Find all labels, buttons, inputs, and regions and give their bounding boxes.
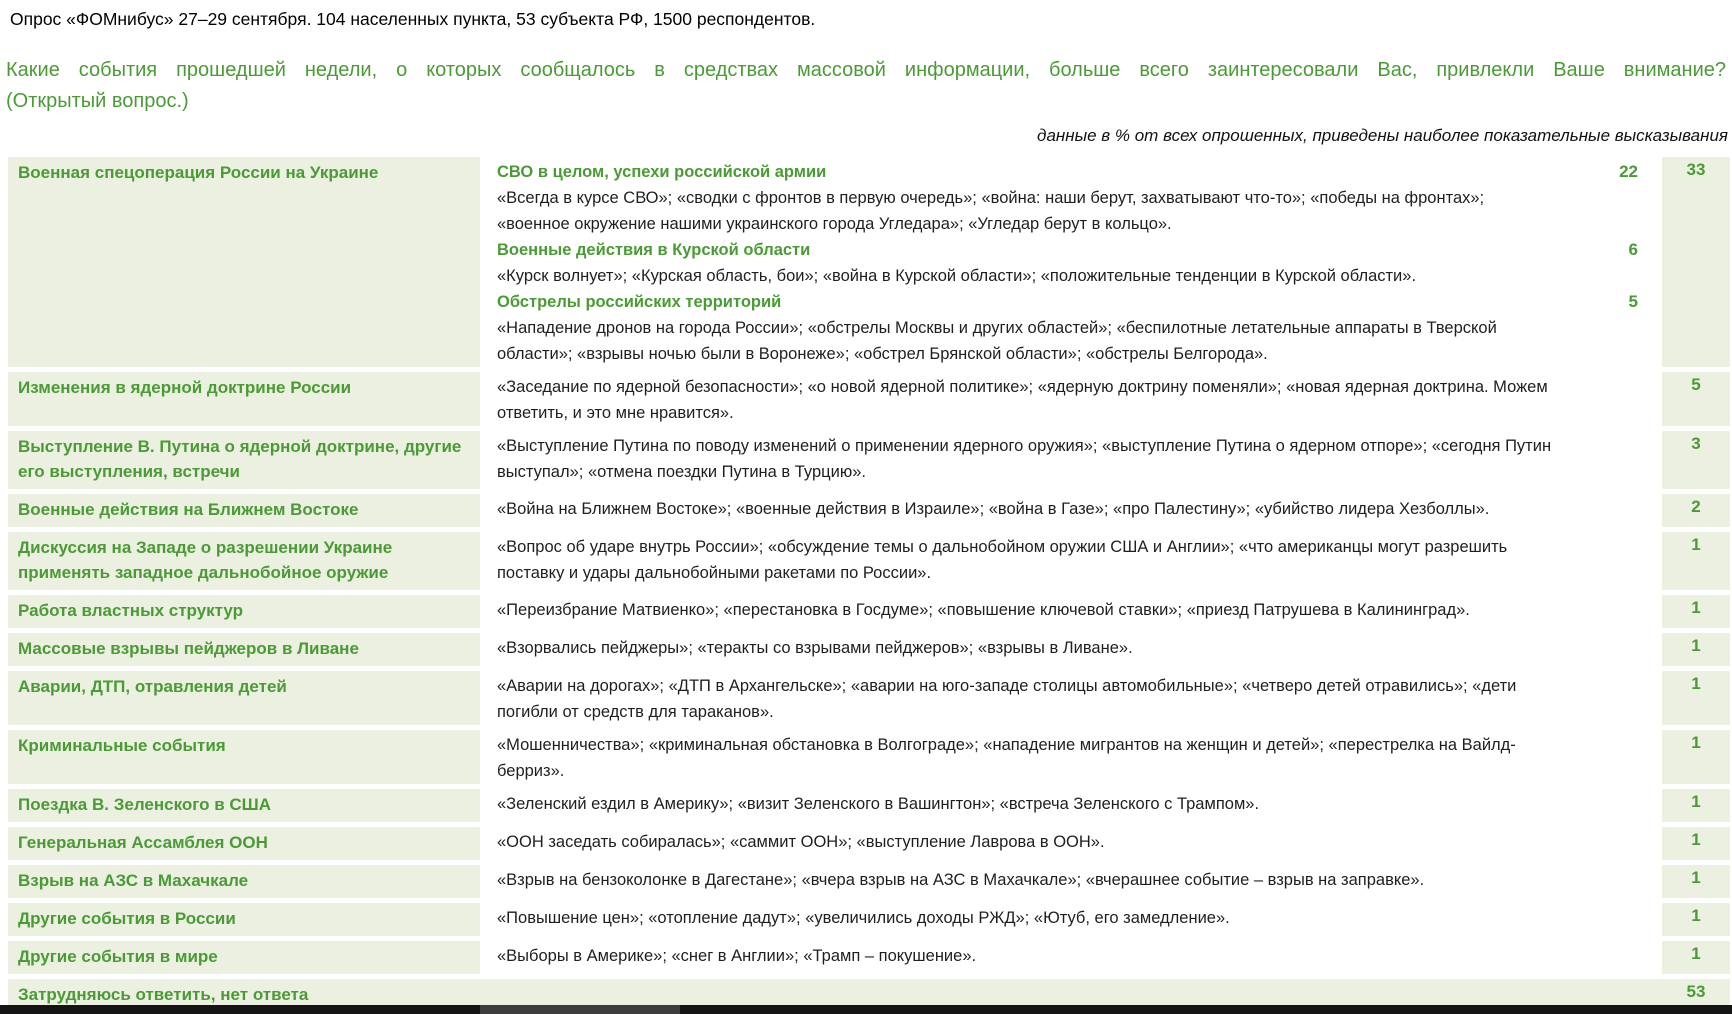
category-cell: Выступление В. Путина о ядерной доктрине, другие его выступления, встречи (8, 431, 480, 489)
window-edge-bar (0, 1005, 1732, 1014)
quotes-text: «Мошенничества»; «криминальная обстановка в Волгограде»; «нападение мигрантов на женщин и детей»; «перестрелка на Вайлд-берриз». (497, 736, 1516, 780)
total-cell: 1 (1662, 730, 1730, 784)
table-row (8, 372, 1730, 426)
column-gap (1648, 789, 1662, 822)
category-cell: Дискуссия на Западе о разрешении Украине применять западное дальнобойное оружие (8, 532, 480, 590)
table-row (8, 633, 1730, 666)
total-cell: 1 (1662, 941, 1730, 974)
column-gap (1648, 157, 1662, 367)
total-cell: 53 (1686, 982, 1706, 1001)
table-row (8, 671, 1730, 725)
data-note: данные в % от всех опрошенных, приведены наиболее показательные высказывания (1037, 126, 1728, 145)
total-cell: 1 (1662, 595, 1730, 628)
quotes-cell (497, 633, 1648, 666)
subtopics-cell (497, 157, 1648, 367)
total-cell: 33 (1662, 157, 1730, 367)
column-gap (480, 827, 497, 860)
subtopic-title: Военные действия в Курской области (497, 241, 811, 259)
category-cell: Поездка В. Зеленского в США (8, 789, 480, 822)
column-gap (1648, 372, 1662, 426)
subtopic-value: 22 (1619, 162, 1638, 181)
column-gap (480, 595, 497, 628)
quotes-cell (497, 941, 1648, 974)
subtopic-header (497, 237, 1648, 263)
quotes-text: «Повышение цен»; «отопление дадут»; «увеличились доходы РЖД»; «Ютуб, его замедление». (497, 909, 1230, 927)
table-row (8, 827, 1730, 860)
column-gap (480, 789, 497, 822)
quotes-text: «Зеленский ездил в Америку»; «визит Зеленского в Вашингтон»; «встреча Зеленского с Трампом». (497, 795, 1260, 813)
column-gap (1648, 941, 1662, 974)
column-gap (480, 494, 497, 527)
category-cell: Генеральная Ассамблея ООН (8, 827, 480, 860)
window-edge-segment (480, 1005, 680, 1014)
category-cell: Работа властных структур (8, 595, 480, 628)
quotes-text: «ООН заседать собиралась»; «саммит ООН»; «выступление Лаврова в ООН». (497, 833, 1105, 851)
column-gap (480, 372, 497, 426)
table-row (8, 903, 1730, 936)
subtopic-header (497, 159, 1648, 185)
column-gap (1648, 671, 1662, 725)
column-gap (1648, 827, 1662, 860)
table-row-group (8, 157, 1730, 367)
quotes-cell (497, 494, 1648, 527)
quotes-text: «Взорвались пейджеры»; «теракты со взрывами пейджеров»; «взрывы в Ливане». (497, 639, 1133, 657)
table-row (8, 532, 1730, 590)
table-row (8, 789, 1730, 822)
quotes-text: «Война на Ближнем Востоке»; «военные действия в Израиле»; «война в Газе»; «про Палестину»; «убийство лидера Хезболлы». (497, 500, 1490, 518)
category-cell: Другие события в мире (8, 941, 480, 974)
category-cell: Затрудняюсь ответить, нет ответа (18, 985, 309, 1004)
subtopic-quotes: «Всегда в курсе СВО»; «сводки с фронтов в первую очередь»; «война: наши берут, захватывают что-то»; «победы на фронтах»; «военное окружение нашими украинского города Угледара»; «Угледар берут в кольцо». (497, 189, 1485, 233)
category-cell: Криминальные события (8, 730, 480, 784)
column-gap (480, 941, 497, 974)
total-cell: 5 (1662, 372, 1730, 426)
subtopic-value: 6 (1628, 240, 1638, 259)
category-cell: Изменения в ядерной доктрине России (8, 372, 480, 426)
quotes-cell (497, 595, 1648, 628)
total-cell: 2 (1662, 494, 1730, 527)
column-gap (480, 865, 497, 898)
column-gap (480, 157, 497, 367)
quotes-cell (497, 865, 1648, 898)
total-cell: 1 (1662, 532, 1730, 590)
column-gap (480, 730, 497, 784)
quotes-text: «Выступление Путина по поводу изменений о применении ядерного оружия»; «выступление Путина о ядерном отпоре»; «сегодня Путин выступал»; «отмена поездки Путина в Турцию». (497, 437, 1552, 481)
column-gap (480, 532, 497, 590)
quotes-cell (497, 903, 1648, 936)
table-row (8, 941, 1730, 974)
quotes-text: «Аварии на дорогах»; «ДТП в Архангельске»; «аварии на юго-западе столицы автомобильные»; «четверо детей отравились»; «дети погибли от средств для тараканов». (497, 677, 1517, 721)
total-cell: 1 (1662, 789, 1730, 822)
quotes-cell (497, 532, 1648, 590)
subtopic-title: Обстрелы российских территорий (497, 293, 782, 311)
column-gap (1648, 431, 1662, 489)
survey-question-suffix: (Открытый вопрос.) (6, 90, 189, 112)
total-cell: 1 (1662, 865, 1730, 898)
subtopic-value: 5 (1628, 292, 1638, 311)
subtopic-header (497, 289, 1648, 315)
total-cell: 1 (1662, 903, 1730, 936)
column-gap (1648, 730, 1662, 784)
column-gap (1648, 903, 1662, 936)
category-cell: Массовые взрывы пейджеров в Ливане (8, 633, 480, 666)
category-cell: Взрыв на АЗС в Махачкале (8, 865, 480, 898)
category-cell: Военные действия на Ближнем Востоке (8, 494, 480, 527)
table-row (8, 730, 1730, 784)
quotes-text: «Выборы в Америке»; «снег в Англии»; «Трамп – покушение». (497, 947, 977, 965)
subtopic-quotes: «Курск волнует»; «Курская область, бои»; «война в Курской области»; «положительные тенденции в Курской области». (497, 267, 1417, 285)
column-gap (480, 903, 497, 936)
total-cell: 1 (1662, 633, 1730, 666)
category-cell: Военная спецоперация России на Украине (8, 157, 480, 367)
total-cell: 1 (1662, 827, 1730, 860)
quotes-cell (497, 730, 1648, 784)
category-cell: Аварии, ДТП, отравления детей (8, 671, 480, 725)
column-gap (480, 431, 497, 489)
survey-question (6, 55, 1726, 117)
total-cell: 1 (1662, 671, 1730, 725)
column-gap (1648, 865, 1662, 898)
subtopic-quotes: «Нападение дронов на города России»; «обстрелы Москвы и других областей»; «беспилотные летательные аппараты в Тверской области»; «взрывы ночью были в Воронеже»; «обстрел Брянской области»; «обстрелы Белгорода». (497, 319, 1497, 363)
subtopic-title: СВО в целом, успехи российской армии (497, 163, 827, 181)
table-row (8, 431, 1730, 489)
column-gap (480, 633, 497, 666)
column-gap (1648, 595, 1662, 628)
results-table (8, 157, 1730, 1014)
column-gap (1648, 633, 1662, 666)
category-cell: Другие события в России (8, 903, 480, 936)
quotes-text: «Вопрос об ударе внутрь России»; «обсуждение темы о дальнобойном оружии США и Англии»; «что американцы могут разрешить поставку и удары дальнобойными ракетами по России». (497, 538, 1508, 582)
table-row (8, 494, 1730, 527)
quotes-cell (497, 827, 1648, 860)
column-gap (480, 671, 497, 725)
quotes-cell (497, 671, 1648, 725)
quotes-text: «Переизбрание Матвиенко»; «перестановка в Госдуме»; «повышение ключевой ставки»; «приезд Патрушева в Калининград». (497, 601, 1470, 619)
survey-info: Опрос «ФОМнибус» 27–29 сентября. 104 населенных пункта, 53 субъекта РФ, 1500 респондентов. (10, 9, 816, 29)
quotes-text: «Заседание по ядерной безопасности»; «о новой ядерной политике»; «ядерную доктрину поменяли»; «новая ядерная доктрина. Можем ответить, и это мне нравится». (497, 378, 1548, 422)
total-cell: 3 (1662, 431, 1730, 489)
survey-question-text: Какие события прошедшей недели, о которых сообщалось в средствах массовой информации, больше всего заинтересовали Вас, привлекли Ваше внимание? (6, 59, 1726, 81)
quotes-text: «Взрыв на бензоколонке в Дагестане»; «вчера взрыв на АЗС в Махачкале»; «вчерашнее событие – взрыв на заправке». (497, 871, 1425, 889)
column-gap (1648, 532, 1662, 590)
quotes-cell (497, 372, 1648, 426)
quotes-cell (497, 431, 1648, 489)
table-row (8, 595, 1730, 628)
quotes-cell (497, 789, 1648, 822)
column-gap (1648, 494, 1662, 527)
table-row (8, 865, 1730, 898)
